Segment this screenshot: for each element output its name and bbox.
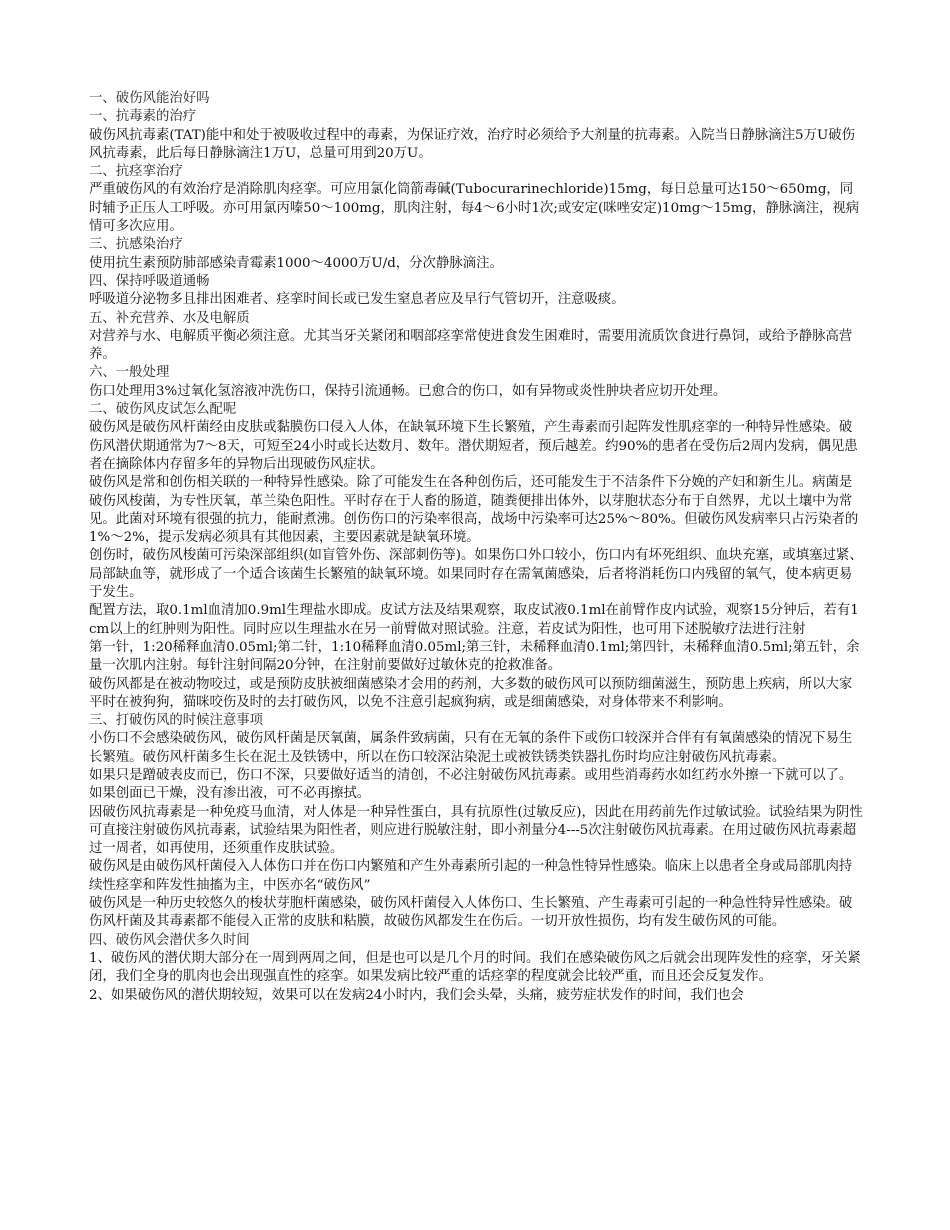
paragraph: 破伤风是常和创伤相关联的一种特异性感染。除了可能发生在各种创伤后，还可能发生于不洁条件下分娩的产妇和新生儿。病菌是破伤风梭菌，为专性厌氧，革兰染色阳性。平时存在于人畜的肠道，随粪便排出体外，以芽胞状态分布于自然界，尤以土壤中为常见。此菌对环境有很强的抗力，能耐煮沸。创伤伤口的污染率很高，战场中污染率可达25%～80%。但破伤风发病率只占污染者的1%～2%，提示发病必须具有其他因素，主要因素就是缺氧环境。 bbox=[89, 475, 859, 546]
subsection-heading: 四、保持呼吸道通畅 bbox=[89, 273, 210, 289]
paragraph: 呼吸道分泌物多且排出困难者、痉挛时间长或已发生窒息者应及早行气管切开，注意吸痰。 bbox=[89, 292, 625, 308]
section-heading: 三、打破伤风的时候注意事项 bbox=[89, 713, 264, 729]
paragraph: 小伤口不会感染破伤风，破伤风杆菌是厌氧菌，属条件致病菌，只有在无氧的条件下或伤口较深并合伴有有氧菌感染的情况下易生长繁殖。破伤风杆菌多生长在泥土及铁锈中，所以在伤口较深沾染泥土或被铁锈类铁器扎伤时均应注射破伤风抗毒素。 bbox=[89, 731, 853, 765]
document-body bbox=[89, 90, 864, 1005]
paragraph: 如果只是蹭破表皮而已，伤口不深，只要做好适当的清创，不必注射破伤风抗毒素。或用些消毒药水如红药水外擦一下就可以了。如果创面已干燥，没有渗出液，可不必再擦拭。 bbox=[89, 767, 853, 802]
subsection-heading: 三、抗感染治疗 bbox=[89, 237, 183, 253]
paragraph: 伤口处理用3%过氧化氢溶液冲洗伤口，保持引流通畅。已愈合的伤口，如有异物或炎性肿块者应切开处理。 bbox=[89, 383, 727, 399]
paragraph: 破伤风抗毒素(TAT)能中和处于被吸收过程中的毒素，为保证疗效，治疗时必须给予大剂量的抗毒素。入院当日静脉滴注5万U破伤风抗毒素，此后每日静脉滴注1万U，总量可用到20万U。 bbox=[89, 127, 856, 161]
subsection-heading: 六、一般处理 bbox=[89, 365, 170, 381]
section-heading: 一、破伤风能治好吗 bbox=[89, 91, 210, 106]
subsection-heading: 二、抗痉挛治疗 bbox=[89, 164, 183, 180]
paragraph: 第一针，1:20稀释血清0.05ml;第二针，1:10稀释血清0.05ml;第三针，未稀释血清0.1ml;第四针，未稀释血清0.5ml;第五针，余量一次肌内注射。每针注射间隔20分钟，在注射前要做好过敏休克的抢救准备。 bbox=[89, 639, 860, 674]
paragraph: 破伤风是一种历史较悠久的梭状芽胞杆菌感染，破伤风杆菌侵入人体伤口、生长繁殖、产生毒素可引起的一种急性特异性感染。破伤风杆菌及其毒素都不能侵入正常的皮肤和粘膜，故破伤风都发生在伤后。一切开放性损伤，均有发生破伤风的可能。 bbox=[89, 896, 853, 930]
paragraph: 对营养与水、电解质平衡必须注意。尤其当牙关紧闭和咽部痉挛常使进食发生困难时，需要用流质饮食进行鼻饲，或给予静脉高营养。 bbox=[89, 328, 853, 363]
subsection-heading: 一、抗毒素的治疗 bbox=[89, 109, 197, 125]
paragraph: 严重破伤风的有效治疗是消除肌肉痉挛。可应用氯化筒箭毒碱(Tubocurarinechloride)15mg，每日总量可达150～650mg，同时辅予正压人工呼吸。亦可用氯丙嗪50～100mg，肌肉注射，每4～6小时1次;或安定(咪唑安定)10mg～15mg，静脉滴注，视病情可多次应用。 bbox=[89, 182, 860, 235]
paragraph: 破伤风都是在被动物咬过，或是预防皮肤被细菌感染才会用的药剂，大多数的破伤风可以预防细菌滋生，预防患上疾病，所以大家平时在被狗狗，猫咪咬伤及时的去打破伤风，以免不注意引起疯狗病，或是细菌感染，对身体带来不利影响。 bbox=[89, 676, 853, 710]
section-heading: 四、破伤风会潜伏多久时间 bbox=[89, 932, 250, 948]
paragraph: 破伤风是破伤风杆菌经由皮肤或黏膜伤口侵入人体，在缺氧环境下生长繁殖，产生毒素而引起阵发性肌痉挛的一种特异性感染。破伤风潜伏期通常为7～8天，可短至24小时或长达数月、数年。潜伏期短者，预后越差。约90%的患者在受伤后2周内发病，偶见患者在摘除体内存留多年的异物后出现破伤风症状。 bbox=[89, 420, 858, 472]
paragraph: 配置方法，取0.1ml血清加0.9ml生理盐水即成。皮试方法及结果观察，取皮试液0.1ml在前臂作皮内试验，观察15分钟后，若有1cm以上的红肿则为阳性。同时应以生理盐水在另一前臂做对照试验。注意，若皮试为阳性，也可用下述脱敏疗法进行注射 bbox=[89, 603, 859, 637]
paragraph: 因破伤风抗毒素是一种免疫马血清，对人体是一种异性蛋白，具有抗原性(过敏反应)，因此在用药前先作过敏试验。试验结果为阴性可直接注射破伤风抗毒素，试验结果为阳性者，则应进行脱敏注射，即小剂量分4---5次注射破伤风抗毒素。在用过破伤风抗毒素超过一周者，如再使用，还须重作皮肤试验。 bbox=[89, 804, 863, 857]
paragraph: 创伤时，破伤风梭菌可污染深部组织(如盲管外伤、深部刺伤等)。如果伤口外口较小，伤口内有坏死组织、血块充塞，或填塞过紧、局部缺血等，就形成了一个适合该菌生长繁殖的缺氧环境。如果同时存在需氧菌感染，后者将消耗伤口内残留的氧气，使本病更易于发生。 bbox=[89, 548, 863, 601]
paragraph: 使用抗生素预防肺部感染青霉素1000～4000万U/d，分次静脉滴注。 bbox=[89, 255, 503, 271]
paragraph: 破伤风是由破伤风杆菌侵入人体伤口并在伤口内繁殖和产生外毒素所引起的一种急性特异性感染。临床上以患者全身或局部肌肉持续性痉挛和阵发性抽搐为主，中医亦名“破伤风” bbox=[89, 859, 853, 893]
paragraph: 1、破伤风的潜伏期大部分在一周到两周之间，但是也可以是几个月的时间。我们在感染破伤风之后就会出现阵发性的痉挛，牙关紧闭，我们全身的肌肉也会出现强直性的痉挛。如果发病比较严重的话痉挛的程度就会比较严重，而且还会反复发作。 bbox=[89, 950, 861, 985]
section-heading: 二、破伤风皮试怎么配呢 bbox=[89, 402, 237, 418]
subsection-heading: 五、补充营养、水及电解质 bbox=[89, 310, 250, 326]
paragraph: 2、如果破伤风的潜伏期较短，效果可以在发病24小时内，我们会头晕，头痛，疲劳症状发作的时间，我们也会 bbox=[89, 987, 744, 1003]
